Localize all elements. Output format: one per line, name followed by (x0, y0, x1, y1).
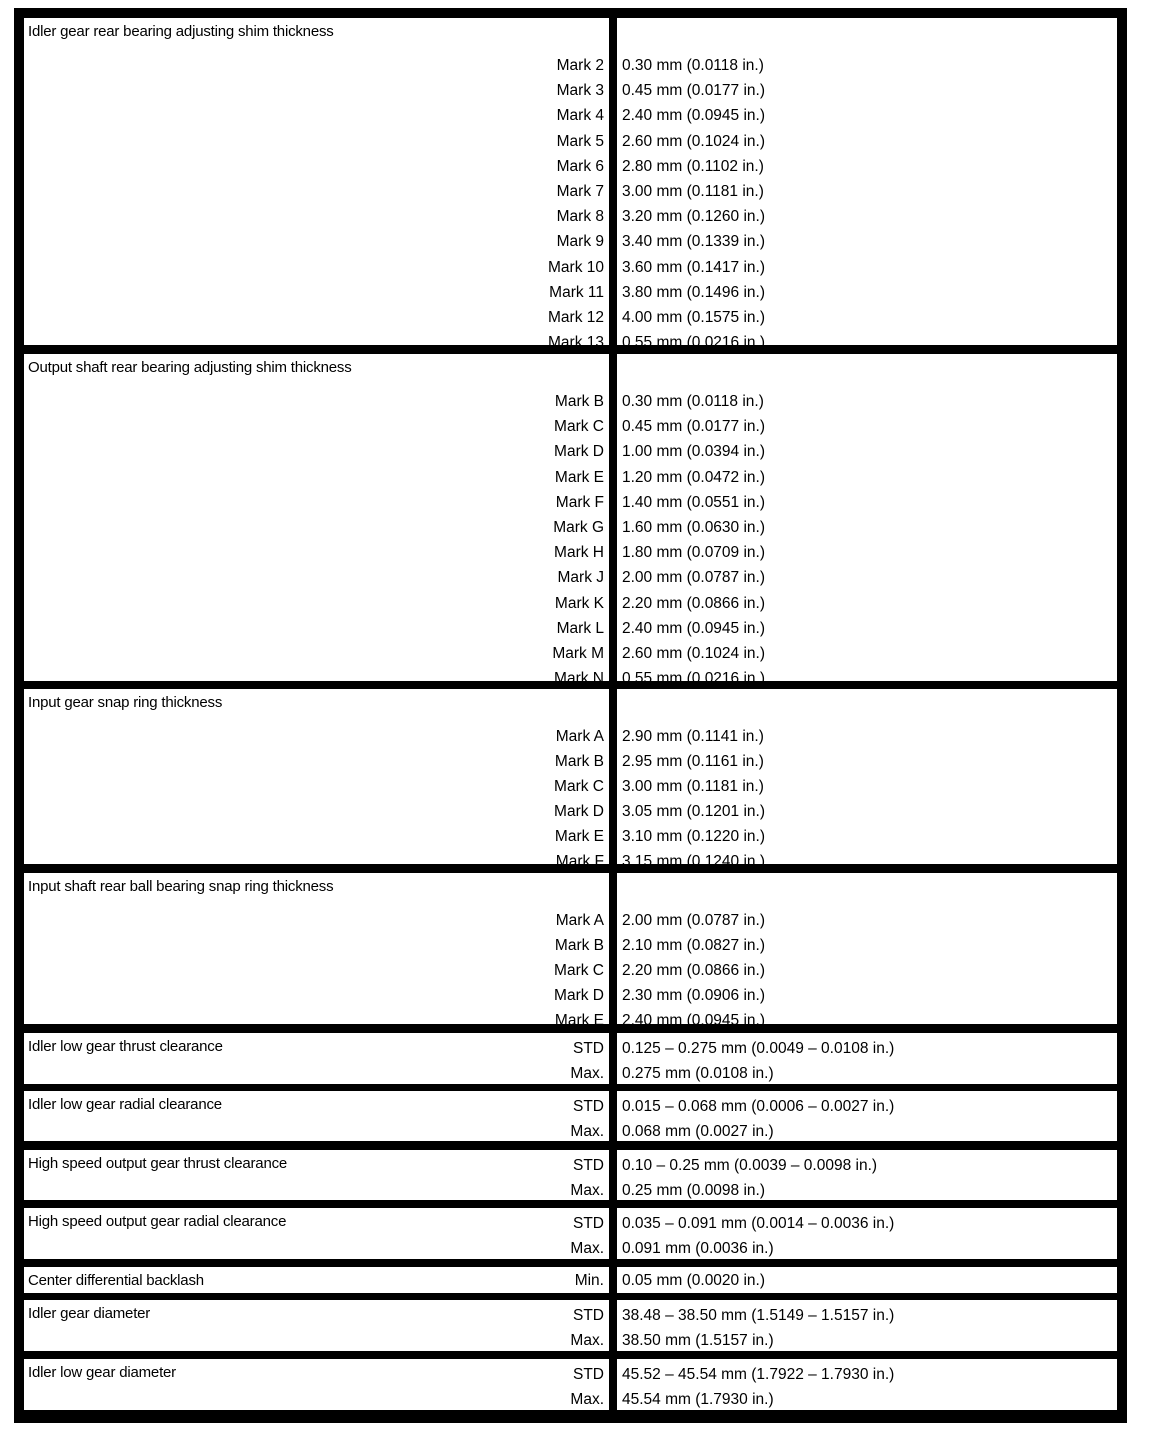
section-title: Center differential backlash (28, 1272, 204, 1289)
row-label: Mark F (555, 853, 604, 870)
row-label: Mark E (554, 828, 604, 845)
row-label: Mark 8 (556, 208, 604, 226)
row-value: 1.80 mm (0.0709 in.) (622, 544, 766, 562)
spec-table (14, 8, 1127, 1423)
row-label: Min. (574, 1272, 604, 1289)
spec-label-cell (24, 873, 609, 1029)
row-value: 1.60 mm (0.0630 in.) (622, 519, 766, 536)
row-value: 3.00 mm (0.1181 in.) (622, 778, 764, 795)
row-label: Mark 10 (548, 258, 604, 276)
row-value: 0.275 mm (0.0108 in.) (622, 1064, 774, 1082)
row-value: 0.55 mm (0.0216 in.) (622, 670, 766, 688)
row-value: 0.30 mm (0.0118 in.) (622, 393, 764, 410)
row-label: Mark 7 (556, 183, 604, 200)
row-label: Mark D (554, 803, 604, 820)
spec-section (24, 1033, 1117, 1084)
spec-label-cell (24, 354, 609, 688)
row-label: STD (573, 1098, 604, 1115)
section-title: High speed output gear thrust clearance (28, 1155, 288, 1172)
row-label: STD (573, 1307, 604, 1324)
row-value: 2.20 mm (0.0866 in.) (622, 594, 766, 612)
row-label: Mark 12 (548, 309, 604, 326)
row-label: Mark C (554, 418, 604, 436)
row-value: 38.50 mm (1.5157 in.) (622, 1331, 774, 1349)
spec-section (24, 1267, 1117, 1293)
spec-value-cell (617, 689, 1117, 870)
row-value: 0.25 mm (0.0098 in.) (622, 1181, 766, 1199)
row-label: Mark L (556, 619, 604, 637)
row-value: 2.95 mm (0.1161 in.) (622, 753, 764, 770)
row-value: 0.015 – 0.068 mm (0.0006 – 0.0027 in.) (622, 1098, 895, 1115)
row-value: 2.80 mm (0.1102 in.) (622, 157, 764, 175)
spec-value-cell (617, 354, 1117, 688)
row-label: Mark 13 (548, 334, 604, 352)
section-title: Input gear snap ring thickness (28, 694, 223, 711)
row-value: 0.45 mm (0.0177 in.) (622, 82, 766, 100)
row-label: Mark 2 (556, 57, 604, 74)
row-value: 3.40 mm (0.1339 in.) (622, 233, 766, 251)
row-value: 0.55 mm (0.0216 in.) (622, 334, 766, 352)
row-value: 3.05 mm (0.1201 in.) (622, 803, 766, 820)
row-label: Max. (570, 1181, 604, 1199)
row-label: Mark A (555, 728, 604, 745)
section-title: High speed output gear radial clearance (28, 1213, 287, 1230)
row-label: Mark 6 (556, 157, 604, 175)
spec-section (24, 873, 1117, 1029)
row-label: Mark E (554, 1012, 604, 1029)
row-label: STD (573, 1366, 604, 1383)
row-label: Mark D (554, 443, 604, 461)
row-value: 3.60 mm (0.1417 in.) (622, 258, 766, 276)
row-value: 45.54 mm (1.7930 in.) (622, 1390, 774, 1408)
row-value: 0.091 mm (0.0036 in.) (622, 1239, 774, 1257)
spec-value-cell (617, 1150, 1117, 1200)
row-value: 1.40 mm (0.0551 in.) (622, 493, 766, 511)
spec-section (24, 1150, 1117, 1200)
row-value: 0.30 mm (0.0118 in.) (622, 57, 764, 74)
row-label: Mark 3 (556, 82, 604, 100)
row-value: 3.80 mm (0.1496 in.) (622, 283, 766, 301)
row-label: Mark E (554, 468, 604, 486)
row-value: 3.10 mm (0.1220 in.) (622, 828, 766, 845)
row-label: Mark A (555, 912, 604, 929)
section-title: Idler low gear thrust clearance (28, 1038, 223, 1055)
section-title: Idler gear diameter (28, 1305, 151, 1322)
spec-section (24, 689, 1117, 870)
spec-label-cell (24, 1359, 609, 1410)
row-value: 3.20 mm (0.1260 in.) (622, 208, 766, 226)
row-value: 2.40 mm (0.0945 in.) (622, 1012, 766, 1029)
row-value: 2.40 mm (0.0945 in.) (622, 619, 766, 637)
row-value: 0.10 – 0.25 mm (0.0039 – 0.0098 in.) (622, 1157, 878, 1174)
row-value: 2.00 mm (0.0787 in.) (622, 569, 766, 587)
spec-section (24, 1359, 1117, 1410)
row-value: 4.00 mm (0.1575 in.) (622, 309, 766, 326)
row-value: 2.60 mm (0.1024 in.) (622, 132, 766, 150)
row-label: Mark F (555, 493, 604, 511)
row-value: 0.068 mm (0.0027 in.) (622, 1122, 774, 1140)
row-value: 0.05 mm (0.0020 in.) (622, 1272, 766, 1289)
spec-label-cell (24, 1208, 609, 1259)
row-label: Max. (570, 1239, 604, 1257)
row-label: STD (573, 1215, 604, 1232)
spec-section (24, 18, 1117, 352)
row-label: Mark B (554, 753, 604, 770)
row-value: 0.45 mm (0.0177 in.) (622, 418, 766, 436)
row-value: 2.20 mm (0.0866 in.) (622, 962, 766, 979)
row-label: STD (573, 1157, 604, 1174)
spec-value-cell (617, 1091, 1117, 1141)
row-label: Mark 4 (556, 107, 604, 125)
section-title: Idler low gear radial clearance (28, 1096, 222, 1113)
row-value: 45.52 – 45.54 mm (1.7922 – 1.7930 in.) (622, 1366, 895, 1383)
row-label: Mark 9 (556, 233, 604, 251)
section-title: Idler gear rear bearing adjusting shim thickness (28, 23, 334, 40)
row-label: Mark 5 (556, 132, 604, 150)
row-label: Max. (570, 1122, 604, 1140)
row-label: Mark B (554, 393, 604, 410)
row-value: 0.125 – 0.275 mm (0.0049 – 0.0108 in.) (622, 1040, 895, 1057)
spec-section (24, 354, 1117, 688)
spec-value-cell (617, 1300, 1117, 1351)
row-value: 3.15 mm (0.1240 in.) (622, 853, 766, 870)
row-label: Mark N (554, 670, 604, 688)
spec-label-cell (24, 1033, 609, 1084)
row-value: 1.00 mm (0.0394 in.) (622, 443, 766, 461)
section-title: Idler low gear diameter (28, 1364, 176, 1381)
row-value: 2.60 mm (0.1024 in.) (622, 645, 766, 662)
spec-section (24, 1208, 1117, 1259)
row-value: 1.20 mm (0.0472 in.) (622, 468, 766, 486)
spec-label-cell (24, 18, 609, 352)
spec-section (24, 1091, 1117, 1141)
spec-value-cell (617, 1033, 1117, 1084)
spec-value-cell (617, 18, 1117, 352)
spec-value-cell (617, 1359, 1117, 1410)
row-value: 2.30 mm (0.0906 in.) (622, 987, 766, 1004)
row-value: 2.00 mm (0.0787 in.) (622, 912, 766, 929)
row-label: Mark M (552, 645, 604, 662)
row-label: Mark C (554, 962, 604, 979)
spec-label-cell (24, 1150, 609, 1200)
spec-label-cell (24, 1091, 609, 1141)
section-title: Output shaft rear bearing adjusting shim thickness (28, 359, 352, 376)
row-value: 2.40 mm (0.0945 in.) (622, 107, 766, 125)
spec-label-cell (24, 1300, 609, 1351)
row-label: Mark B (554, 937, 604, 954)
row-value: 2.90 mm (0.1141 in.) (622, 728, 764, 745)
section-title: Input shaft rear ball bearing snap ring thickness (28, 878, 334, 895)
row-value: 2.10 mm (0.0827 in.) (622, 937, 766, 954)
spec-section (24, 1300, 1117, 1351)
row-label: Mark K (554, 594, 604, 612)
spec-value-cell (617, 1267, 1117, 1293)
row-label: Max. (570, 1331, 604, 1349)
spec-value-cell (617, 1208, 1117, 1259)
spec-label-cell (24, 689, 609, 870)
row-label: Mark J (557, 569, 604, 587)
row-label: Max. (570, 1390, 604, 1408)
row-label: Max. (570, 1064, 604, 1082)
row-label: Mark D (554, 987, 604, 1004)
row-label: Mark G (553, 519, 604, 536)
spec-label-cell (24, 1267, 609, 1293)
row-label: STD (573, 1040, 604, 1057)
row-label: Mark C (554, 778, 604, 795)
spec-value-cell (617, 873, 1117, 1029)
row-value: 0.035 – 0.091 mm (0.0014 – 0.0036 in.) (622, 1215, 895, 1232)
row-label: Mark 11 (549, 283, 604, 301)
row-label: Mark H (554, 544, 604, 562)
row-value: 3.00 mm (0.1181 in.) (622, 183, 764, 200)
row-value: 38.48 – 38.50 mm (1.5149 – 1.5157 in.) (622, 1307, 895, 1324)
